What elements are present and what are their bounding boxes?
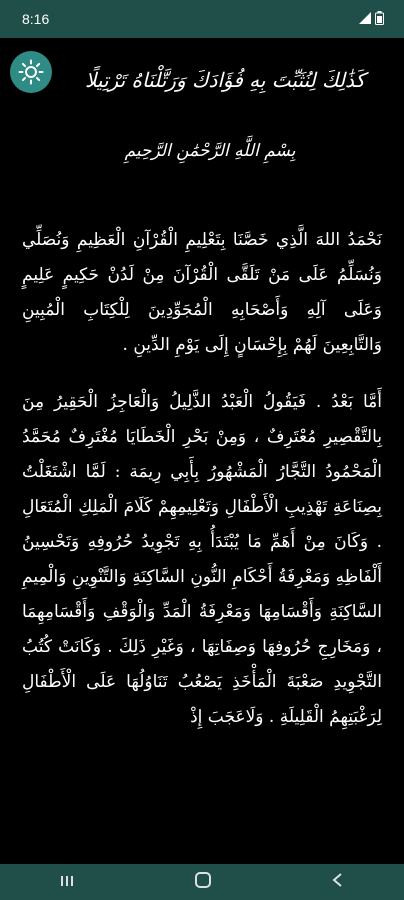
status-icons [359, 11, 384, 25]
home-icon [194, 871, 212, 889]
recents-icon [59, 874, 75, 888]
theme-toggle-button[interactable] [10, 51, 52, 93]
home-button[interactable] [194, 871, 212, 894]
status-time: 8:16 [22, 11, 50, 27]
sun-icon [18, 59, 44, 85]
back-button[interactable] [331, 872, 345, 893]
header-verse: كَذَٰلِكَ لِنُثَبِّتَ بِهِ فُؤَادَكَ وَرَتَّلْنَاهُ تَرْتِيلًا [85, 68, 365, 92]
reader-content[interactable] [0, 38, 404, 864]
navigation-bar [0, 864, 404, 900]
recents-button[interactable] [59, 872, 75, 893]
basmala: بِسْمِ اللَّهِ الرَّحْمَٰنِ الرَّحِيمِ [124, 141, 296, 161]
back-icon [331, 872, 345, 888]
paragraph-2: أَمَّا بَعْدُ . فَيَقُولُ الْعَبْدُ الذَّلِيلُ وَالْعَاجِزُ الْحَقِيرُ مِنَ بِالتَّقْصِيرِ مُعْتَرِفٌ ، وَمِنْ بَحْرِ الْخَطَايَا مُغْتَرِفٌ مُحَمَّدُ الْمَحْمُودُ التَّجَّارُ الْمَشْهُورُ بِأَبِي رِيمَة : لَمَّا اشْتَغَلْتُ بِصِنَاعَةِ تَهْذِيبِ الْأَطْفَالِ وَتَعْلِيمِهِمْ كَلَامَ الْمَلِكِ الْمُتَعَالِ . وَكَانَ مِنْ أَهَمِّ مَا يُبْتَدَأُ بِهِ تَجْوِيدُ حُرُوفِهِ وَتَحْسِينُ أَلْفَاظِهِ وَمَعْرِفَةُ أَحْكَامِ النُّونِ السَّاكِنَةِ وَالتَّنْوِينِ وَالْمِيمِ السَّاكِنَةِ وَأَقْسَامِهَا وَمَعْرِفَةُ الْمَدِّ وَالْوَقْفِ وَأَقْسَامِهِمَا ، وَمَخَارِجِ حُرُوفِهَا وَصِفَاتِهَا ، وَغَيْرِ ذَلِكَ . وَكَانَتْ كُتُبُ التَّجْوِيدِ صَعْبَةَ الْمَأْخَذِ يَصْعُبُ تَنَاوُلُهَا عَلَى الْأَطْفَالِ لِرَغْبَتِهِمُ الْقَلِيلَةِ . وَلَاعَجَبَ إِذْ [22, 392, 382, 727]
battery-icon [375, 11, 384, 25]
paragraph-1: نَحْمَدُ اللهَ الَّذِي خَصَّنَا بِتَعْلِيمِ الْقُرْآنِ الْعَظِيمِ وَنُصَلِّي وَنُسَلِّمُ عَلَى مَنْ تَلَقَّى الْقُرْآنَ مِنْ لَدُنْ حَكِيمٍ عَلِيمٍ وَعَلَى آلِهِ وَأَصْحَابِهِ الْمُجَوِّدِينَ لِلْكِتَابِ الْمُبِينِ وَالتَّابِعِينَ لَهُمْ بِإِحْسَانٍ إِلَى يَوْمِ الدِّينِ . [22, 230, 382, 355]
signal-icon [359, 12, 371, 24]
body-text [22, 223, 382, 757]
status-bar [0, 0, 404, 38]
